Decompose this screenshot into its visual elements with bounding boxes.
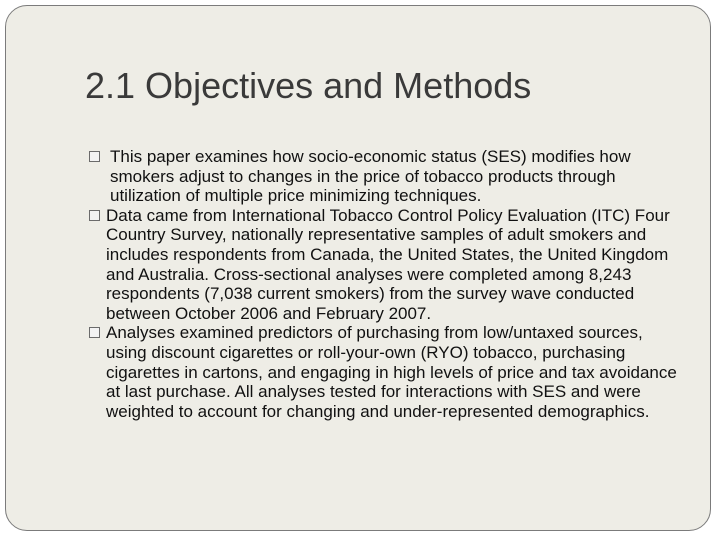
bullet-text: Data came from International Tobacco Control Policy Evaluation (ITC) Four Country Survey, nationally representative samples of adult smokers and includes respondents from Canada, the United States, the United Kingdom and Australia. Cross-sectional analyses were completed among 8,243 respondents (7,038 current smokers) from the survey wave conducted between October 2006 and February 2007.	[106, 205, 670, 323]
bullet-text: This paper examines how socio-economic status (SES) modifies how smokers adjust to changes in the price of tobacco products through utilization of multiple price minimizing techniques.	[110, 147, 631, 206]
checkbox-square-icon	[89, 210, 100, 221]
bullet-text: Analyses examined predictors of purchasing from low/untaxed sources, using discount cigarettes or roll-your-own (RYO) tobacco, purchasing cigarettes in cartons, and engaging in high levels of price and tax avoidance at last purchase. All analyses tested for interactions with SES and were weighted to account for changing and under-represented demographics.	[106, 323, 677, 421]
bullet-item	[88, 323, 688, 421]
bullet-item	[88, 206, 688, 324]
bullet-item	[88, 147, 688, 206]
slide-frame	[5, 5, 711, 531]
checkbox-square-icon	[89, 151, 100, 162]
checkbox-square-icon	[89, 327, 100, 338]
slide-title: 2.1 Objectives and Methods	[85, 65, 532, 106]
bullet-list	[88, 147, 688, 421]
